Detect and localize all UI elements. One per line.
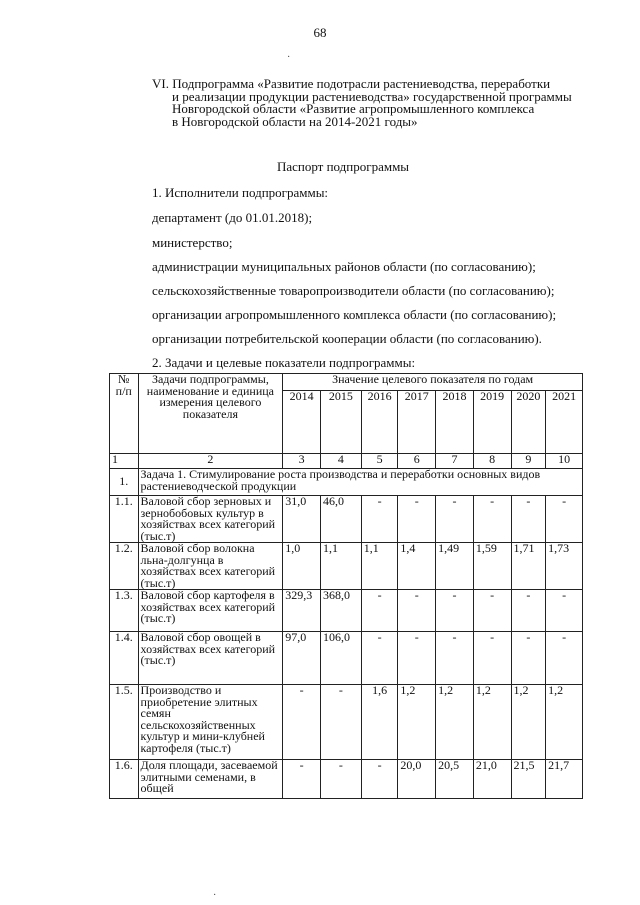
table-row (110, 590, 583, 632)
title-line: в Новгородской области на 2014-2021 годы» (172, 113, 418, 129)
value-cell: 21,5 (511, 760, 546, 799)
header-values: Значение целевого показателя по годам (283, 374, 583, 391)
executor-item: министерство; (152, 235, 233, 250)
title-line: VI. Подпрограмма «Развитие подотрасли растениеводства, переработки (152, 76, 551, 91)
value-cell: 20,0 (398, 760, 436, 799)
value-cell: - (473, 496, 511, 543)
value-cell: 1,1 (320, 543, 361, 590)
title-line: Новгородской области «Развитие агропромышленного комплекса (172, 101, 535, 116)
header-task: Задачи подпрограммы, наименование и единица измерения целевого показателя (138, 374, 283, 454)
value-cell: - (320, 760, 361, 799)
value-cell: - (398, 590, 436, 632)
executor-item: администрации муниципальных районов области (по согласованию); (152, 259, 536, 274)
value-cell: - (436, 496, 474, 543)
value-cell: - (398, 496, 436, 543)
value-cell: 106,0 (320, 632, 361, 685)
value-cell: 1,2 (436, 685, 474, 760)
section2-heading: 2. Задачи и целевые показатели подпрограммы: (152, 355, 416, 370)
value-cell: - (473, 632, 511, 685)
year-cell: 2019 (473, 391, 511, 454)
year-cell: 2015 (320, 391, 361, 454)
subprogram-title (152, 78, 592, 128)
value-cell: - (436, 590, 474, 632)
indicator-name: Валовой сбор картофеля в хозяйствах всех категорий (тыс.т) (138, 590, 283, 632)
year-cell: 2021 (546, 391, 583, 454)
value-cell: 21,7 (546, 760, 583, 799)
year-cell: 2014 (283, 391, 321, 454)
value-cell: 1,4 (398, 543, 436, 590)
task-row (110, 469, 583, 496)
value-cell: - (473, 590, 511, 632)
value-cell: - (546, 590, 583, 632)
value-cell: 1,71 (511, 543, 546, 590)
year-cell: 2016 (361, 391, 398, 454)
value-cell: 21,0 (473, 760, 511, 799)
value-cell: - (398, 632, 436, 685)
value-cell: - (361, 632, 398, 685)
executor-item: организации агропромышленного комплекса области (по согласованию); (152, 307, 557, 322)
value-cell: 20,5 (436, 760, 474, 799)
value-cell: - (511, 496, 546, 543)
table-header-row (110, 374, 583, 391)
value-cell: - (511, 590, 546, 632)
executor-item: организации потребительской кооперации области (по согласованию). (152, 331, 542, 346)
value-cell: - (436, 632, 474, 685)
col-number: 6 (398, 454, 436, 469)
year-cell: 2017 (398, 391, 436, 454)
table-row (110, 496, 583, 543)
value-cell: 1,2 (546, 685, 583, 760)
value-cell: - (361, 590, 398, 632)
value-cell: 46,0 (320, 496, 361, 543)
value-cell: 1,73 (546, 543, 583, 590)
page-number: 68 (313, 25, 327, 40)
value-cell: - (320, 685, 361, 760)
value-cell: - (511, 632, 546, 685)
value-cell: 1,59 (473, 543, 511, 590)
table-row (110, 760, 583, 799)
column-numbers-row (110, 454, 583, 469)
value-cell: 31,0 (283, 496, 321, 543)
col-number: 4 (320, 454, 361, 469)
year-cell: 2020 (511, 391, 546, 454)
table-row (110, 632, 583, 685)
col-number: 7 (436, 454, 474, 469)
row-number: 1.5. (110, 685, 139, 760)
value-cell: - (283, 760, 321, 799)
value-cell: 1,0 (283, 543, 321, 590)
title-line: и реализации продукции растениеводства» государственной программы (172, 88, 572, 104)
section1-heading: 1. Исполнители подпрограммы: (152, 185, 329, 200)
row-number: 1.3. (110, 590, 139, 632)
row-number: 1.6. (110, 760, 139, 799)
indicator-name: Валовой сбор зерновых и зернобобовых культур в хозяйствах всех категорий (тыс.т) (138, 496, 283, 543)
header-no: № п/п (110, 374, 139, 454)
table-row (110, 685, 583, 760)
indicator-name: Доля площади, засеваемой элитными семенами, в общей (138, 760, 283, 799)
value-cell: - (361, 760, 398, 799)
row-number: 1. (110, 469, 139, 496)
value-cell: 1,2 (511, 685, 546, 760)
col-number: 8 (473, 454, 511, 469)
value-cell: - (546, 632, 583, 685)
value-cell: - (361, 496, 398, 543)
task-text: Задача 1. Стимулирование роста производства и переработки основных видов растениеводческой продукции (138, 469, 582, 496)
value-cell: - (546, 496, 583, 543)
col-number: 5 (361, 454, 398, 469)
col-number: 2 (138, 454, 283, 469)
passport-heading: Паспорт подпрограммы (276, 159, 410, 174)
indicators-table (109, 373, 583, 799)
indicator-name: Производство и приобретение элитных семян сельскохозяйственных культур и мини-клубней картофеля (тыс.т) (138, 685, 283, 760)
indicator-name: Валовой сбор овощей в хозяйствах всех категорий (тыс.т) (138, 632, 283, 685)
row-number: 1.1. (110, 496, 139, 543)
row-number: 1.4. (110, 632, 139, 685)
value-cell: - (283, 685, 321, 760)
col-number: 10 (546, 454, 583, 469)
executor-item: сельскохозяйственные товаропроизводители области (по согласованию); (152, 283, 555, 298)
value-cell: 368,0 (320, 590, 361, 632)
row-number: 1.2. (110, 543, 139, 590)
col-number: 1 (110, 454, 139, 469)
value-cell: 1,1 (361, 543, 398, 590)
col-number: 3 (283, 454, 321, 469)
document-page: 68 · VI. Подпрограмма «Развитие подотрасли растениеводства, переработки и реализации продукции растениеводства» государственной программы Новгородской области «Развитие агропромышленного комплекса в Новгородской области на 2014-2021 годы» Паспорт подпрограммы 1. Исполнители подпрограммы: департамент (до 01.01.2018); министерство; администрации муниципальных районов области (по согласованию); сельскохозяйственные товаропроизводители области (по согласованию); организации агропромышленного комплекса области (по согласованию); организации потребительской кооперации области (по согласованию). 2. Задачи и целевые показатели подпрограммы: № п/п Задачи подпрограммы, наименование и единица измерения целевого показателя Значение целевого показателя по годам 2014 2015 2016 2017 2018 2019 2020 2021 1 2 3 4 5 6 7 8 9 10 1. Задача 1. Стимулирование роста производства и переработки основных видов растениеводческой продукции 1.1. Валовой сбор зерновых и зернобобовых культур в хозяйствах всех категорий (тыс.т) 31,0 46,0 - - - - - - 1.2. Валовой сбор волокна льна-долгунца в хозяйствах всех категорий (тыс.т) 1,0 1,1 1,1 1,4 1,49 1,59 1,71 1,73 1.3. Валовой сбор картофеля в хозяйствах всех категорий (тыс.т) 329,3 368,0 - - - - - - 1.4. Валовой сбор овощей в хозяйствах всех категорий (тыс.т) 97,0 106,0 - - - - - - 1.5. Производство и приобретение элитных семян сельскохозяйственных культур и мини-клубней картофеля (тыс.т) - - 1,6 1,2 1,2 1,2 1,2 1,2 1.6. Доля площади, засеваемой элитными семенами, в общей - - - 20,0 20,5 21,0 21,5 21,7 · (0, 0, 640, 905)
value-cell: 1,6 (361, 685, 398, 760)
col-number: 9 (511, 454, 546, 469)
executor-item: департамент (до 01.01.2018); (152, 210, 313, 225)
value-cell: 97,0 (283, 632, 321, 685)
value-cell: 1,2 (398, 685, 436, 760)
indicator-name: Валовой сбор волокна льна-долгунца в хозяйствах всех категорий (тыс.т) (138, 543, 283, 590)
table-row (110, 543, 583, 590)
year-cell: 2018 (436, 391, 474, 454)
value-cell: 1,49 (436, 543, 474, 590)
value-cell: 1,2 (473, 685, 511, 760)
value-cell: 329,3 (283, 590, 321, 632)
